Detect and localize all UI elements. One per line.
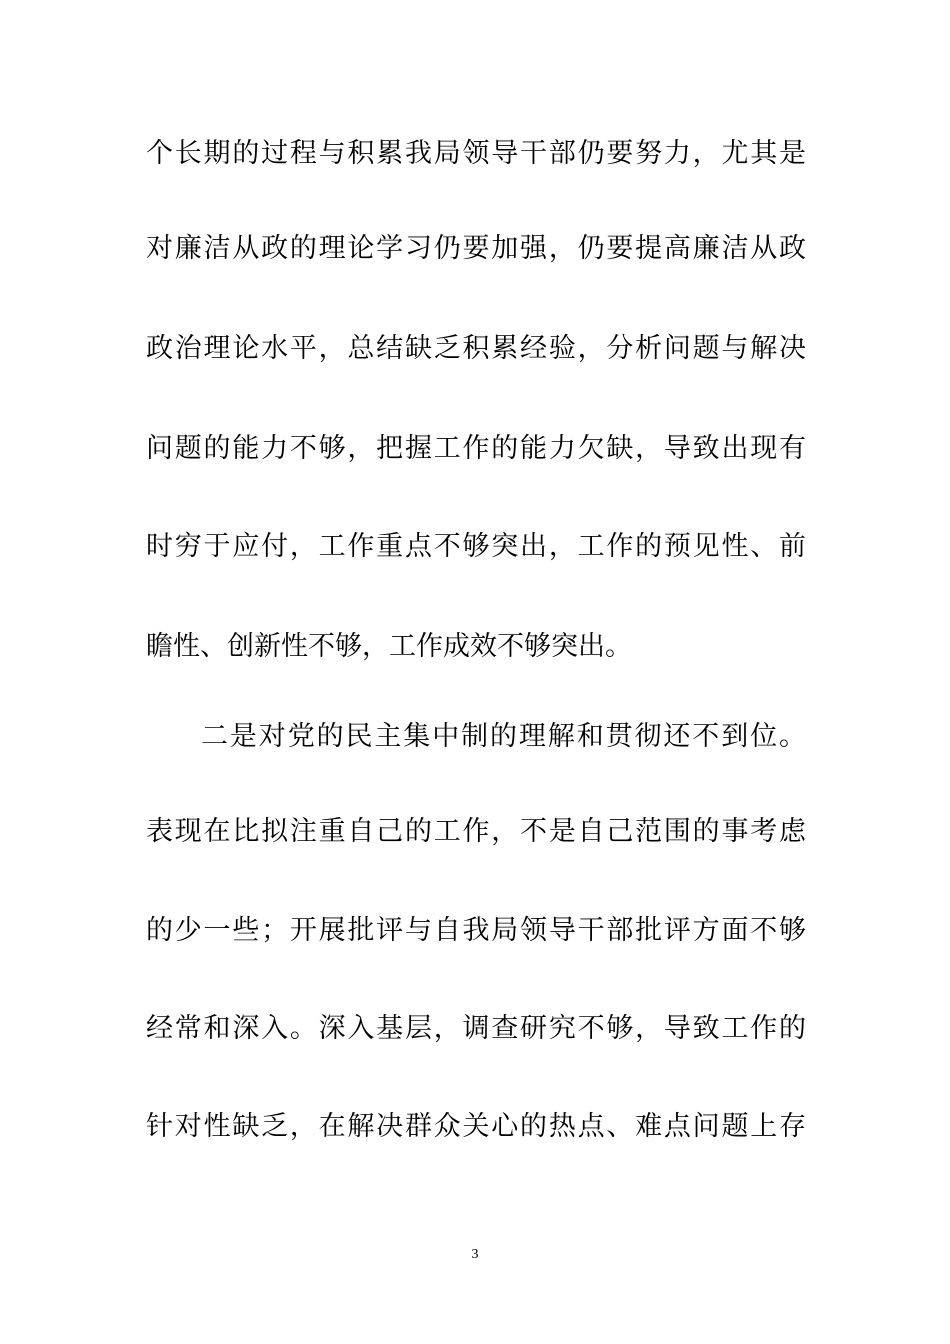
page-number: 3 — [471, 1247, 479, 1262]
body-text-line: 的少一些；开展批评与自我局领导干部批评方面不够 — [146, 915, 806, 946]
paragraph-heading-line: 二是对党的民主集中制的理解和贯彻还不到位。 — [201, 721, 806, 752]
body-text-line: 经常和深入。深入基层，调查研究不够，导致工作的 — [146, 1013, 806, 1044]
body-text-line: 针对性缺乏，在解决群众关心的热点、难点问题上存 — [146, 1111, 806, 1142]
body-text-line: 个长期的过程与积累我局领导干部仍要努力，尤其是 — [146, 138, 806, 169]
body-text-line: 对廉洁从政的理论学习仍要加强，仍要提高廉洁从政 — [146, 233, 806, 264]
body-text-line: 瞻性、创新性不够，工作成效不够突出。 — [146, 631, 632, 662]
body-text-line: 问题的能力不够，把握工作的能力欠缺，导致出现有 — [146, 433, 806, 464]
body-text-line: 政治理论水平，总结缺乏积累经验，分析问题与解决 — [146, 333, 806, 364]
body-text-line: 时穷于应付，工作重点不够突出，工作的预见性、前 — [146, 531, 806, 562]
body-text-line: 表现在比拟注重自己的工作，不是自己范围的事考虑 — [146, 816, 806, 847]
